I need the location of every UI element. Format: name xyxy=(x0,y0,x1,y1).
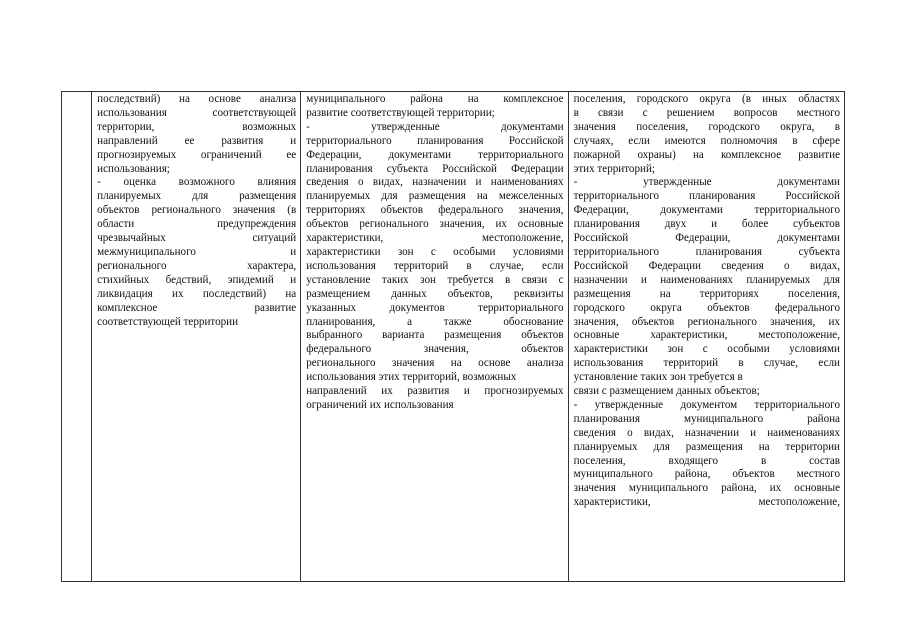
text-line: планирования муниципального района xyxy=(573,412,840,425)
text-line: планируемых для размещения на межселенных xyxy=(306,190,564,203)
text-line: развитие соответствующей территории; xyxy=(306,106,495,119)
document-table xyxy=(61,91,845,582)
text-line: использования территорий в случае, если xyxy=(573,357,840,370)
text-line: территориях объектов федерального значения, xyxy=(306,204,564,217)
text-line: муниципального района, объектов местного xyxy=(573,468,840,481)
text-line: территориального планирования Российской xyxy=(306,134,564,147)
text-line: этих территорий; xyxy=(573,162,655,175)
text-line: размещения на территориях поселения, xyxy=(573,287,840,300)
text-line: значения, объектов регионального значения, их xyxy=(573,315,840,328)
text-line: связи с размещением данных объектов; xyxy=(573,385,760,398)
text-line: случаях, если имеются полномочия в сфере xyxy=(573,134,840,147)
text-line: территориального планирования Российской xyxy=(573,190,840,203)
text-line: - оценка возможного влияния xyxy=(97,176,297,189)
text-line: последствий) на основе анализа xyxy=(97,93,297,105)
cell-text xyxy=(574,93,840,510)
text-line: чрезвычайных ситуаций xyxy=(97,232,297,245)
text-line: Российской Федерации сведения о видах, xyxy=(573,259,840,272)
text-line: характеристики зон с особыми условиями xyxy=(306,245,564,258)
text-line: Российской Федерации, документами xyxy=(573,232,840,245)
text-line: планирования, а также обоснование xyxy=(306,315,564,328)
text-line: комплексное развитие xyxy=(97,301,297,314)
text-line: выбранного варианта размещения объектов xyxy=(306,329,564,342)
text-line: ограничений их использования xyxy=(306,398,454,411)
text-line: в связи с решением вопросов местного xyxy=(573,106,840,119)
text-line: использования территорий в случае, если xyxy=(306,259,564,272)
text-line: объектов регионального значения (в xyxy=(97,204,297,217)
text-line: прогнозируемых ограничений ее xyxy=(97,148,297,161)
text-line: планирования двух и более субъектов xyxy=(573,218,840,231)
text-cell-1 xyxy=(92,92,301,582)
text-line: значения поселения, городского округа, в xyxy=(573,120,840,133)
text-line: использования соответствующей xyxy=(97,106,297,119)
text-line: характеристики, местоположение, xyxy=(306,232,564,245)
text-line: установление таких зон требуется в связи с xyxy=(306,273,564,286)
text-line: основные характеристики, местоположение, xyxy=(573,329,840,342)
text-line: объектов регионального значения, их основные xyxy=(306,218,564,231)
number-cell xyxy=(62,92,92,582)
text-line: территориального планирования субъекта xyxy=(573,245,840,258)
text-line: планируемых для размещения xyxy=(97,190,297,203)
text-line: межмуниципального и xyxy=(97,245,297,258)
text-cell-3 xyxy=(568,92,844,582)
cell-text xyxy=(306,93,563,413)
text-line: муниципального района на комплексное xyxy=(306,93,564,105)
text-line: - утвержденные документами xyxy=(573,176,840,189)
text-line: планирования субъекта Российской Федерации xyxy=(306,162,564,175)
text-line: городского округа объектов федерального xyxy=(573,301,840,314)
cell-text xyxy=(97,93,296,329)
text-line: стихийных бедствий, эпидемий и xyxy=(97,273,297,286)
text-line: области предупреждения xyxy=(97,218,297,231)
text-line: ликвидация их последствий) на xyxy=(97,287,297,300)
text-line: значения муниципального района, их основные xyxy=(573,482,840,495)
text-line: направлений ее развития и xyxy=(97,134,297,147)
text-line: соответствующей территории xyxy=(97,315,239,328)
text-line: сведения о видах, назначении и наименованиях xyxy=(306,176,564,189)
text-line: использования; xyxy=(97,162,170,175)
text-line: пожарной охраны) на комплексное развитие xyxy=(573,148,840,161)
text-line: территории, возможных xyxy=(97,120,297,133)
text-line: - утвержденные документами xyxy=(306,120,564,133)
text-line: направлений их развития и прогнозируемых xyxy=(306,385,564,398)
text-line: Федерации, документами территориального xyxy=(573,204,840,217)
text-line: федерального значения, объектов xyxy=(306,343,564,356)
text-cell-2 xyxy=(301,92,568,582)
text-line: регионального значения на основе анализа xyxy=(306,357,564,370)
text-line: поселения, городского округа (в иных областях xyxy=(573,93,840,105)
text-line: установление таких зон требуется в xyxy=(573,371,743,384)
text-line: поселения, входящего в состав xyxy=(573,454,840,467)
text-line: характеристики, местоположение, xyxy=(573,496,840,509)
text-line: назначении и наименованиях планируемых для xyxy=(573,273,840,286)
text-line: Федерации, документами территориального xyxy=(306,148,564,161)
text-line: указанных документов территориального xyxy=(306,301,564,314)
text-line: использования этих территорий, возможных xyxy=(306,371,517,384)
table-row xyxy=(62,92,845,582)
text-line: размещением данных объектов, реквизиты xyxy=(306,287,564,300)
text-line: сведения о видах, назначении и наименованиях xyxy=(573,426,840,439)
text-line: характеристики зон с особыми условиями xyxy=(573,343,840,356)
text-line: регионального характера, xyxy=(97,259,297,272)
text-line: планируемых для размещения на территории xyxy=(573,440,840,453)
text-line: - утвержденные документом территориального xyxy=(573,398,840,411)
